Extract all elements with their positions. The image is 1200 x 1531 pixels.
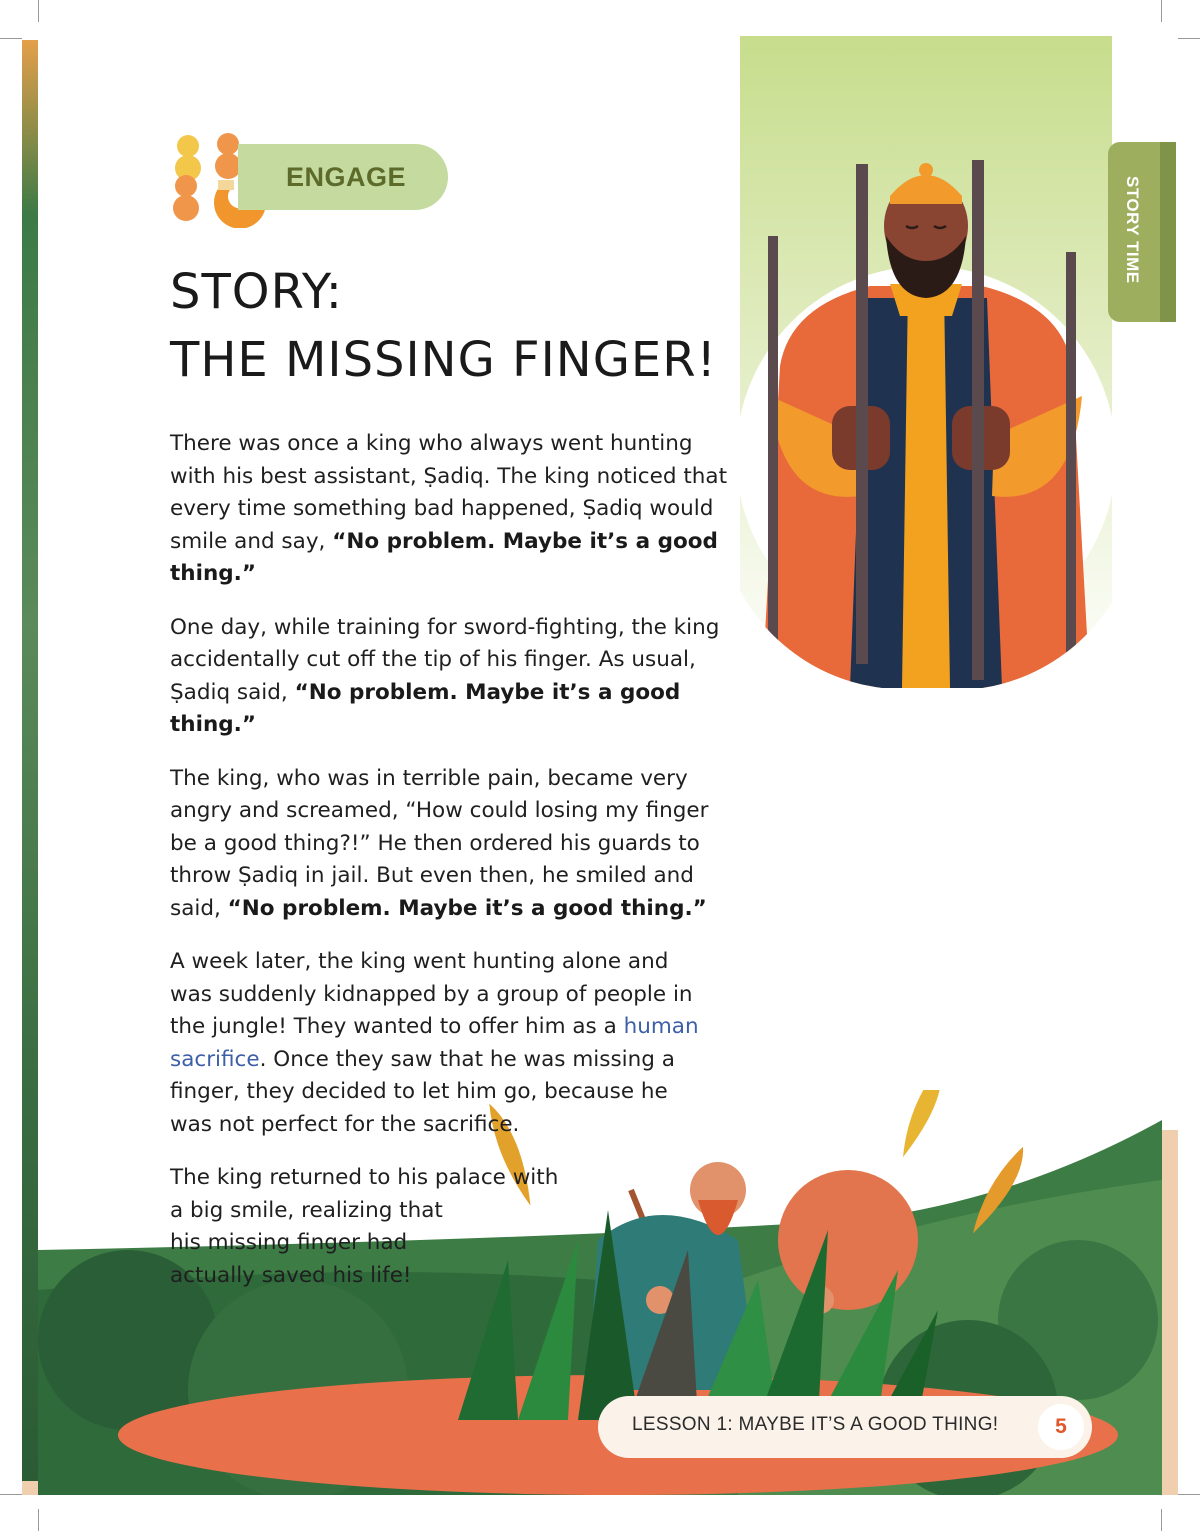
page-title [170,258,730,394]
paragraph-quote: “No problem. Maybe it’s a good thing.” [227,895,707,921]
crop-mark [1161,0,1162,22]
paragraph-text: One day, while training for sword-fighting, the king accidentally cut off the tip of his finger. As usual, Ṣadiq said, [170,614,720,705]
paragraph-text: . Once they saw that he was missing a finger, they decided to let him go, because he was not perfect for the sacrifice. [170,1046,675,1137]
page-number: 5 [1038,1404,1084,1450]
crop-mark [1178,38,1200,39]
paragraph-text: There was once a king who always went hunting with his best assistant, Ṣadiq. The king noticed that every time something bad happened, Ṣadiq would smile and say, [170,431,727,554]
crop-mark [0,38,22,39]
paragraph-line: a big smile, realizing that [170,1197,443,1223]
crop-mark [1178,1494,1200,1495]
king-behind-bars-illustration [740,36,1112,688]
paragraph-line: actually saved his life! [170,1262,412,1288]
section-tab-edge [1160,142,1176,322]
crop-mark [38,0,39,22]
story-paragraph-5 [170,1162,730,1292]
paragraph-quote: “No problem. Maybe it’s a good thing.” [170,528,718,586]
paragraph-text: A week later, the king went hunting alone and was suddenly kidnapped by a group of people in the jungle! They wanted to offer him as a [170,949,693,1039]
lesson-title: LESSON 1: MAYBE IT’S A GOOD THING! [632,1414,999,1435]
story-paragraph-3 [170,763,710,926]
story-paragraph-2 [170,612,730,742]
paragraph-line: The king returned to his palace with [170,1165,559,1190]
story-paragraph-4 [170,946,705,1141]
crop-mark [1161,1509,1162,1531]
engage-badge [238,144,448,210]
right-decorative-strip [1162,1130,1178,1495]
title-line-1: STORY: [170,264,343,320]
story-paragraph-1 [170,428,730,591]
title-line-2: THE MISSING FINGER! [170,332,717,388]
section-tab-label: STORY TIME [1123,176,1142,284]
paragraph-line: his missing finger had [170,1230,408,1255]
engage-label: ENGAGE [286,161,407,192]
paragraph-quote: “No problem. Maybe it’s a good thing.” [170,679,681,737]
crop-mark [38,1509,39,1531]
footer-lesson-bar [598,1396,1092,1458]
glossary-link-human-sacrifice[interactable]: human sacrifice [170,1014,699,1072]
crop-mark [0,1494,22,1495]
paragraph-text: The king, who was in terrible pain, became very angry and screamed, “How could losing my finger be a good thing?!” He then ordered his guards to throw Ṣadiq in jail. But even then, he smiled and said, [170,765,709,921]
left-decorative-strip [22,40,38,1495]
story-body [170,428,730,1313]
